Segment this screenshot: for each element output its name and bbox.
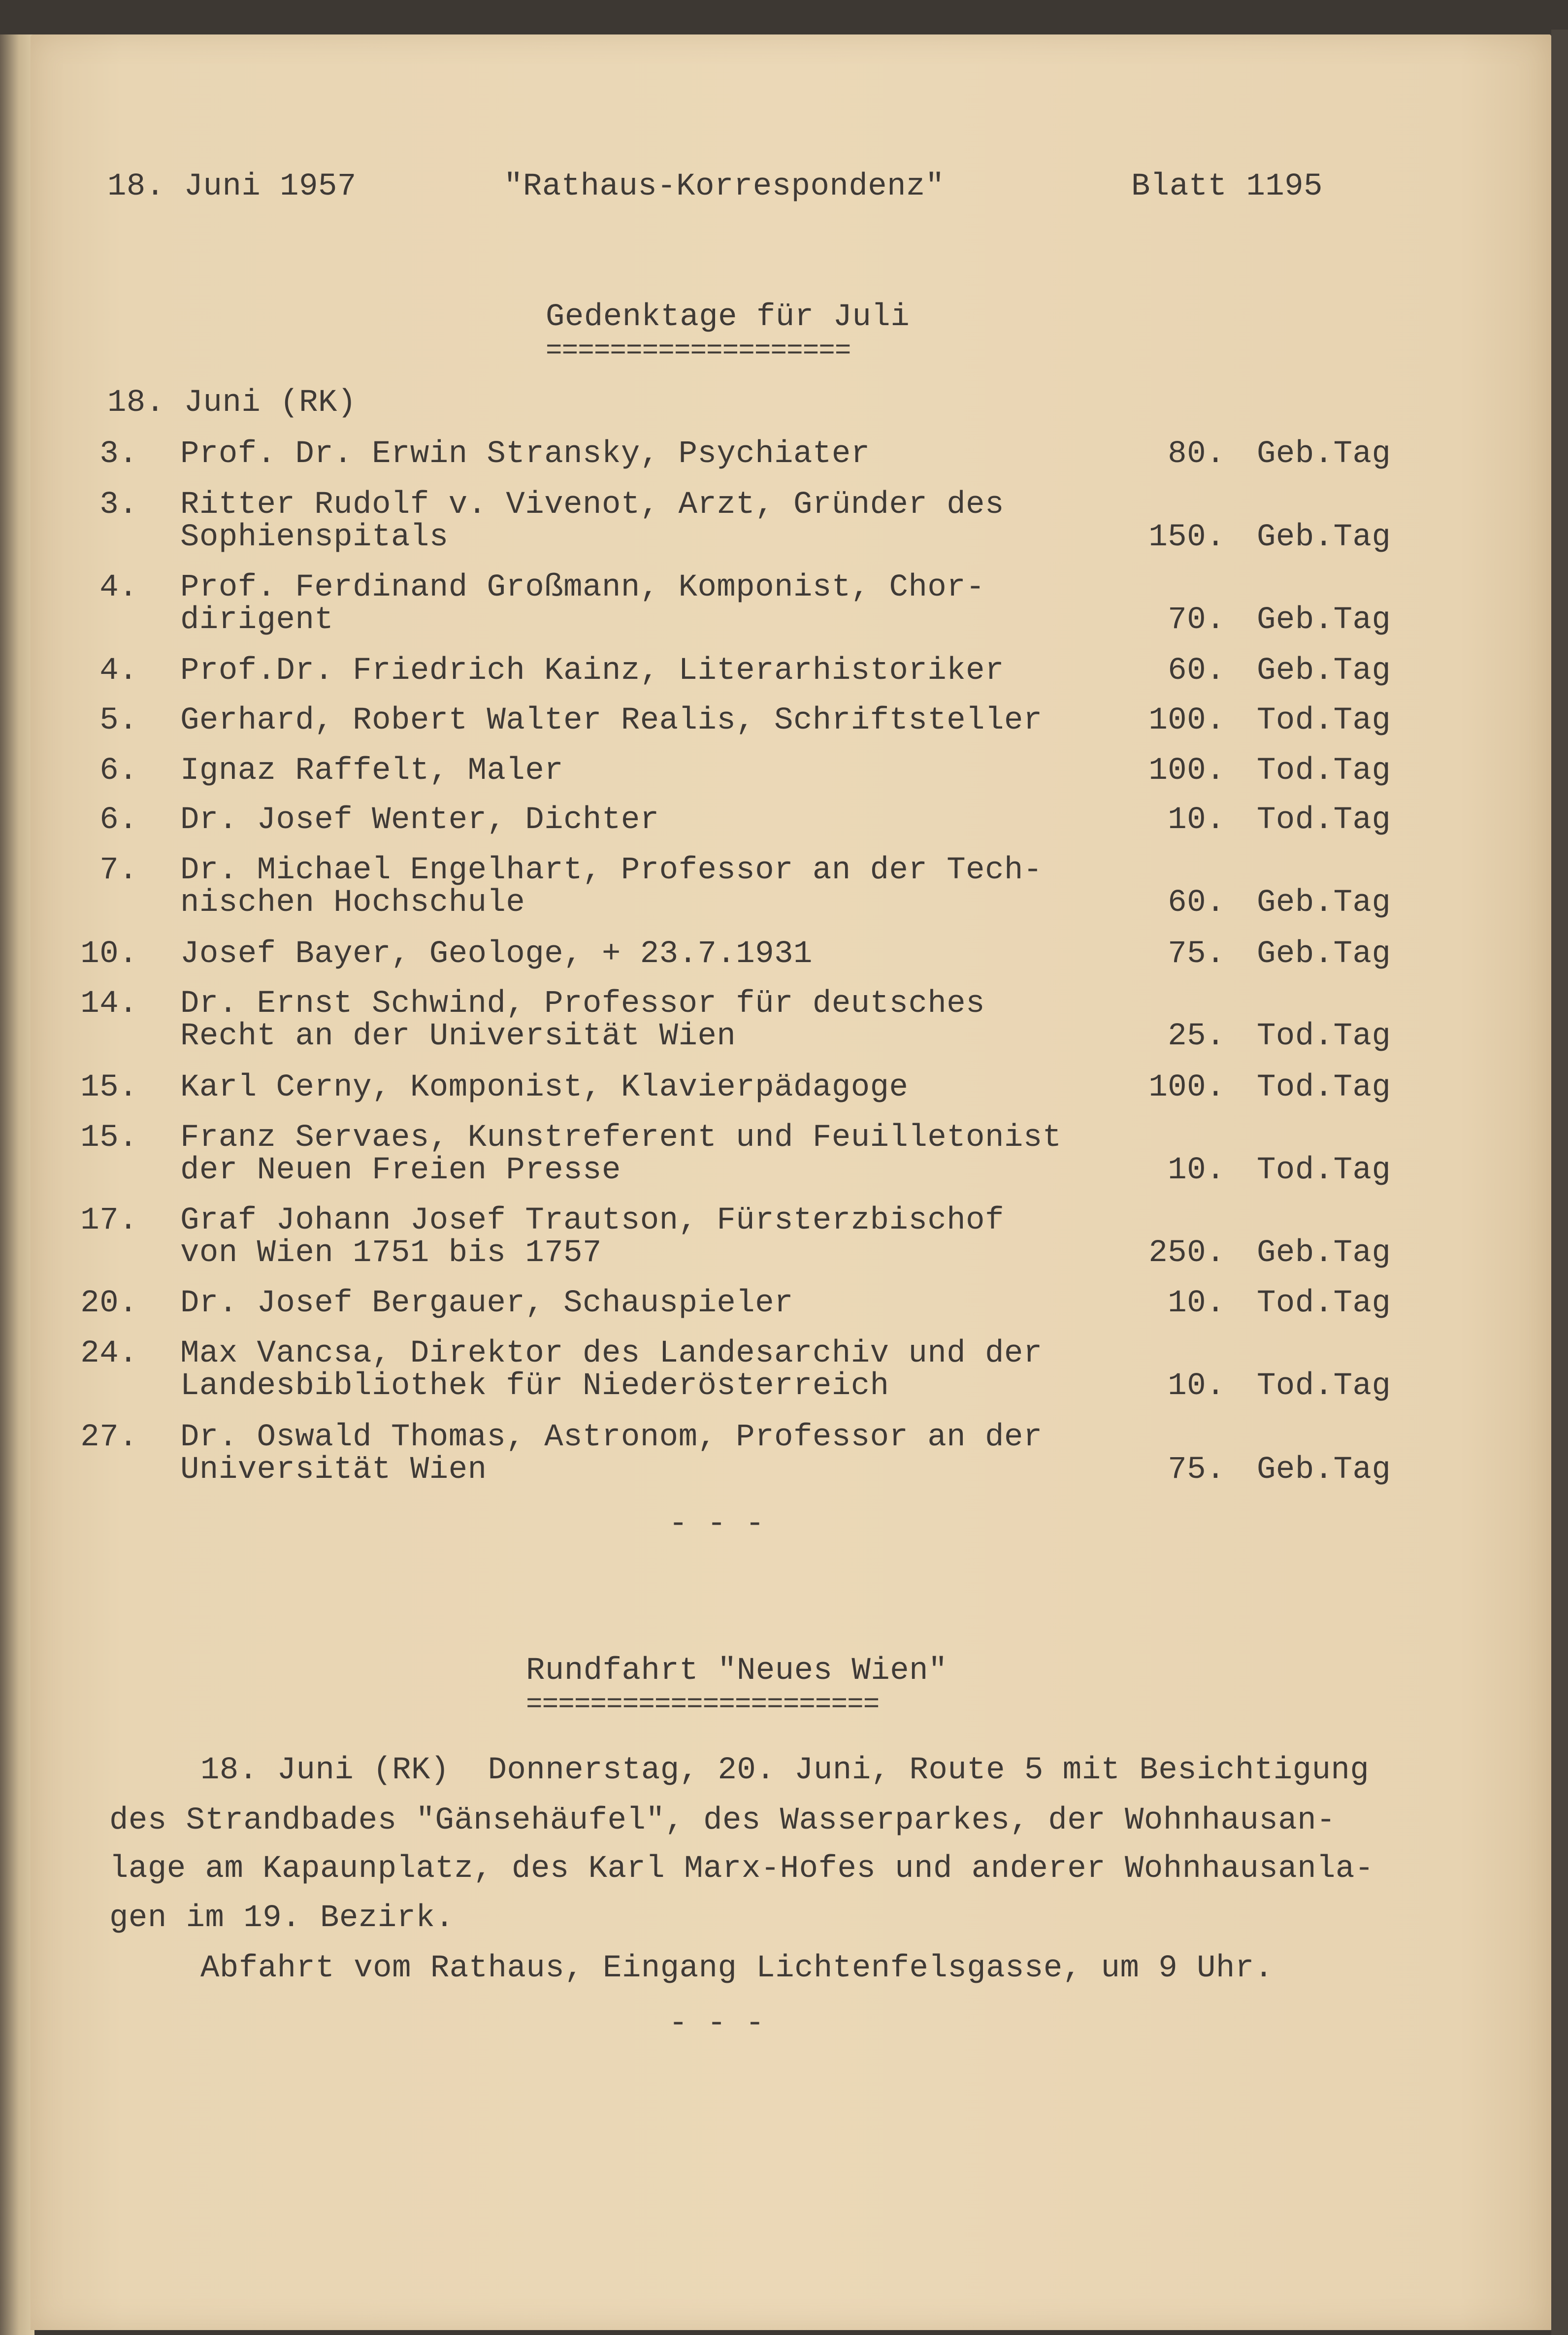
entry-day: 24. (80, 1336, 138, 1371)
entry-day: 6. (99, 753, 138, 789)
paragraph-line: gen im 19. Bezirk. (109, 1901, 455, 1936)
entry-anniversary-type: Tod.Tag (1257, 1019, 1391, 1054)
entry-description: Josef Bayer, Geologe, + 23.7.1931 (180, 936, 813, 972)
departure-note: Abfahrt vom Rathaus, Eingang Lichtenfelsgasse, um 9 Uhr. (200, 1951, 1274, 1986)
entry-description: Dr. Ernst Schwind, Professor für deutsches (180, 986, 985, 1022)
entry-description: Prof.Dr. Friedrich Kainz, Literarhistoriker (180, 653, 1004, 689)
entry-description: Prof. Dr. Erwin Stransky, Psychiater (180, 436, 870, 472)
entry-day: 17. (80, 1203, 138, 1238)
header-publication: "Rathaus-Korrespondenz" (504, 169, 945, 204)
entry-description: dirigent (180, 602, 334, 638)
entry-description: von Wien 1751 bis 1757 (180, 1235, 602, 1271)
entry-anniversary-type: Tod.Tag (1257, 1286, 1391, 1321)
entry-anniversary-type: Geb.Tag (1257, 885, 1391, 921)
entry-anniversary-number: 10. (1168, 1286, 1225, 1321)
entry-anniversary-number: 75. (1168, 1452, 1225, 1488)
entry-anniversary-number: 100. (1148, 753, 1225, 789)
entry-day: 14. (80, 986, 138, 1022)
entry-description: Dr. Oswald Thomas, Astronom, Professor an der (180, 1420, 1043, 1455)
entry-description: Franz Servaes, Kunstreferent und Feuilletonist (180, 1120, 1062, 1156)
paragraph-line: des Strandbades "Gänsehäufel", des Wasserparkes, der Wohnhausan- (109, 1803, 1336, 1838)
entry-day: 3. (99, 487, 138, 523)
entry-day: 15. (80, 1070, 138, 1105)
section-separator: - - - (669, 1506, 765, 1542)
section-title-rundfahrt: Rundfahrt "Neues Wien" (526, 1653, 947, 1689)
entry-anniversary-number: 75. (1168, 936, 1225, 972)
entry-anniversary-type: Geb.Tag (1257, 936, 1391, 972)
entry-anniversary-type: Tod.Tag (1257, 1153, 1391, 1188)
entry-description: Ignaz Raffelt, Maler (180, 753, 564, 789)
entry-anniversary-type: Geb.Tag (1257, 436, 1391, 472)
entry-day: 20. (80, 1286, 138, 1321)
page-edge (1551, 30, 1568, 2335)
header-sheet-number: Blatt 1195 (1131, 169, 1323, 204)
entry-anniversary-type: Tod.Tag (1257, 753, 1391, 789)
section-title-underline: =================== (546, 335, 851, 367)
entry-anniversary-type: Tod.Tag (1257, 1368, 1391, 1404)
section-dateline: 18. Juni (RK) (107, 385, 357, 421)
entry-anniversary-type: Tod.Tag (1257, 802, 1391, 838)
entry-description: Dr. Josef Bergauer, Schauspieler (180, 1286, 793, 1321)
entry-day: 4. (99, 653, 138, 689)
entry-anniversary-type: Tod.Tag (1257, 703, 1391, 738)
entry-anniversary-type: Geb.Tag (1257, 653, 1391, 689)
entry-description: Karl Cerny, Komponist, Klavierpädagoge (180, 1070, 909, 1105)
entry-day: 3. (99, 436, 138, 472)
entry-description: Dr. Michael Engelhart, Professor an der Tech- (180, 853, 1043, 888)
entry-description: Sophienspitals (180, 520, 449, 555)
entry-day: 5. (99, 703, 138, 738)
entry-anniversary-number: 100. (1148, 703, 1225, 738)
entry-description: Universität Wien (180, 1452, 487, 1488)
entry-description: Max Vancsa, Direktor des Landesarchiv und der (180, 1336, 1043, 1371)
entry-anniversary-type: Tod.Tag (1257, 1070, 1391, 1105)
entry-anniversary-number: 80. (1168, 436, 1225, 472)
entry-anniversary-number: 250. (1148, 1235, 1225, 1271)
entry-day: 10. (80, 936, 138, 972)
book-binding-edge (0, 34, 34, 2335)
entry-anniversary-number: 25. (1168, 1019, 1225, 1054)
entry-day: 7. (99, 853, 138, 888)
entry-day: 15. (80, 1120, 138, 1156)
entry-anniversary-number: 10. (1168, 1368, 1225, 1404)
entry-anniversary-number: 70. (1168, 602, 1225, 638)
entry-description: Ritter Rudolf v. Vivenot, Arzt, Gründer des (180, 487, 1004, 523)
entry-anniversary-number: 100. (1148, 1070, 1225, 1105)
entry-description: Landesbibliothek für Niederösterreich (180, 1368, 889, 1404)
entry-description: nischen Hochschule (180, 885, 525, 921)
entry-description: der Neuen Freien Presse (180, 1153, 621, 1188)
entry-anniversary-number: 10. (1168, 1153, 1225, 1188)
header-date: 18. Juni 1957 (107, 169, 357, 204)
entry-description: Gerhard, Robert Walter Realis, Schriftsteller (180, 703, 1043, 738)
entry-anniversary-type: Geb.Tag (1257, 1452, 1391, 1488)
entry-anniversary-number: 10. (1168, 802, 1225, 838)
entry-day: 6. (99, 802, 138, 838)
paragraph-line: lage am Kapaunplatz, des Karl Marx-Hofes und anderer Wohnhausanla- (109, 1851, 1374, 1887)
entry-anniversary-type: Geb.Tag (1257, 602, 1391, 638)
entry-day: 4. (99, 570, 138, 605)
section-separator-2: - - - (669, 2006, 765, 2041)
entry-anniversary-number: 60. (1168, 653, 1225, 689)
entry-description: Dr. Josef Wenter, Dichter (180, 802, 659, 838)
section-title-gedenktage: Gedenktage für Juli (546, 300, 910, 335)
entry-day: 27. (80, 1420, 138, 1455)
entry-anniversary-number: 60. (1168, 885, 1225, 921)
entry-anniversary-number: 150. (1148, 520, 1225, 555)
entry-description: Prof. Ferdinand Großmann, Komponist, Chor- (180, 570, 985, 605)
section-title-underline-2: ====================== (526, 1689, 880, 1720)
entry-anniversary-type: Geb.Tag (1257, 1235, 1391, 1271)
entry-description: Recht an der Universität Wien (180, 1019, 736, 1054)
paragraph-line: 18. Juni (RK) Donnerstag, 20. Juni, Route 5 mit Besichtigung (200, 1753, 1370, 1788)
entry-anniversary-type: Geb.Tag (1257, 520, 1391, 555)
entry-description: Graf Johann Josef Trautson, Fürsterzbischof (180, 1203, 1004, 1238)
